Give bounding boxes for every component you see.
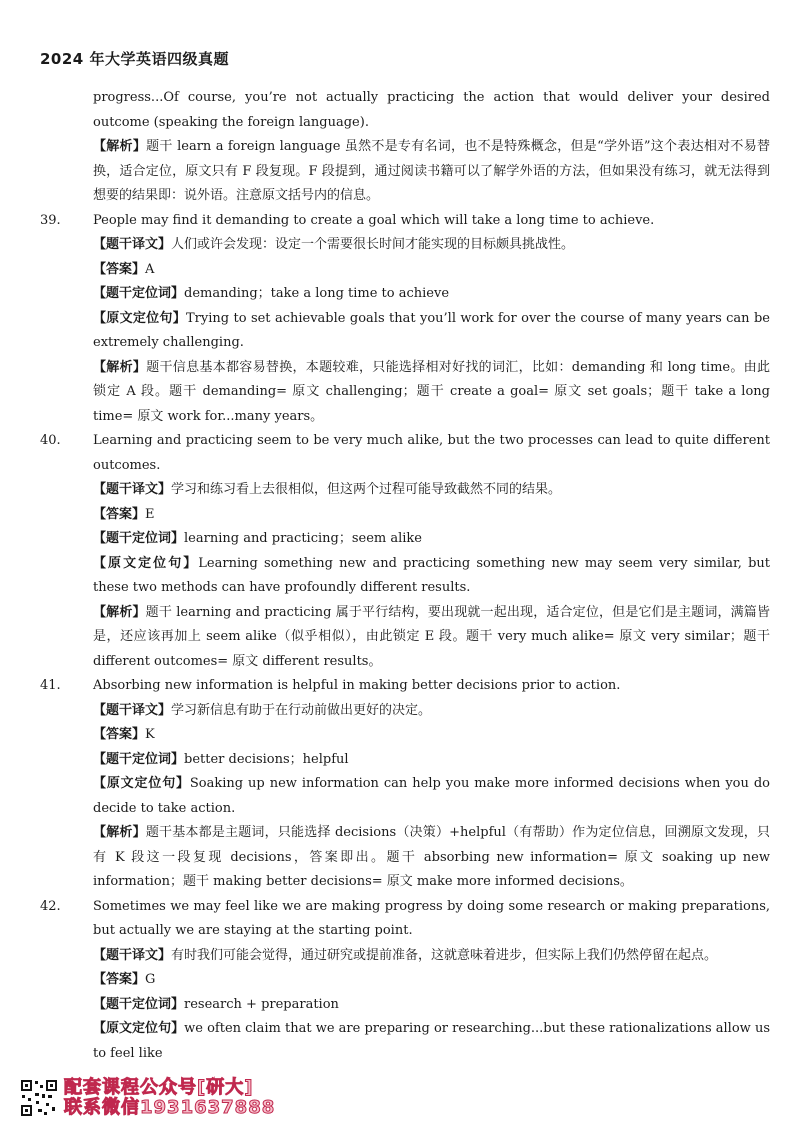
question-39	[40, 209, 770, 234]
item-tag: 【解析】	[93, 825, 146, 840]
q42-keywords	[40, 993, 770, 1018]
q41-translation	[40, 699, 770, 724]
q40-translation	[40, 478, 770, 503]
q40-keywords	[40, 527, 770, 552]
item-text: 人们或许会发现：设定一个需要很长时间才能实现的目标颇具挑战性。	[171, 237, 575, 252]
item-text: Trying to set achievable goals that you’ll work for over the course of many years can be extremely challenging.	[93, 310, 770, 350]
item-text: 题干基本都是主题词，只能选择 decisions（决策）+helpful（有帮助）作为定位信息，回溯原文发现，只有 K 段这一段复现 decisions，答案即出。题干 absorbing new information= 原文 soaking up new information；题干 making better decisions= 原文 make more informed decisions。	[93, 825, 770, 889]
item-tag: 【题干定位词】	[93, 286, 185, 301]
promo-text	[64, 1078, 275, 1118]
question-40	[40, 429, 770, 478]
q40-source-sentence	[40, 552, 770, 601]
item-text: learning and practicing；seem alike	[184, 531, 423, 546]
item-tag: 【解析】	[93, 359, 147, 375]
item-text: 学习新信息有助于在行动前做出更好的决定。	[171, 702, 432, 718]
item-text: demanding；take a long time to achieve	[184, 286, 450, 301]
document-body	[40, 86, 770, 1066]
q40-answer	[40, 503, 770, 528]
question-text: Absorbing new information is helpful in making better decisions prior to action.	[93, 678, 621, 693]
item-text: A	[145, 261, 155, 277]
q42-answer	[40, 968, 770, 993]
question-42	[40, 895, 770, 944]
intro-block	[40, 86, 770, 135]
item-tag: 【答案】	[93, 506, 146, 522]
item-tag: 【题干译文】	[93, 947, 172, 963]
analysis-tag: 【解析】	[93, 139, 147, 154]
intro-text: progress...Of course, you’re not actually practicing the action that would deliver your desired outcome (speaking the foreign language).	[93, 90, 770, 130]
item-text: E	[145, 506, 155, 522]
item-text: we often claim that we are preparing or researching...but these rationalizations allow us to feel like	[93, 1021, 770, 1061]
item-text: research + preparation	[184, 996, 339, 1012]
question-number: 41.	[40, 678, 61, 693]
item-text: Learning something new and practicing something new may seem very similar, but these two methods can have profoundly different results.	[93, 555, 770, 595]
footer-promo	[20, 1078, 275, 1118]
page-title: 2024 年大学英语四级真题	[40, 50, 229, 68]
promo-line-1: 配套课程公众号[研大]	[64, 1077, 254, 1098]
item-text: K	[145, 727, 155, 742]
promo-line-2: 联系微信1931637888	[64, 1097, 276, 1118]
q39-keywords	[40, 282, 770, 307]
q39-analysis	[40, 356, 770, 430]
q41-source-sentence	[40, 772, 770, 821]
item-tag: 【题干定位词】	[93, 996, 185, 1012]
question-number: 40.	[40, 433, 61, 448]
q39-answer	[40, 258, 770, 283]
item-tag: 【原文定位句】	[93, 776, 190, 791]
q39-translation	[40, 233, 770, 258]
analysis-text: 题干 learn a foreign language 虽然不是专有名词，也不是特殊概念，但是“学外语”这个表达相对不易替换，适合定位，原文只有 F 段复现。F 段提到，通过阅读书籍可以了解学外语的方法，但如果没有练习，就无法得到想要的结果即：说外语。注意原文括号内的信息。	[93, 139, 770, 203]
item-tag: 【题干定位词】	[93, 751, 185, 767]
item-tag: 【题干译文】	[93, 482, 172, 497]
item-text: G	[145, 972, 156, 987]
item-tag: 【题干译文】	[93, 237, 172, 252]
item-text: better decisions；helpful	[184, 751, 349, 767]
item-tag: 【答案】	[93, 972, 146, 987]
item-text: Soaking up new information can help you make more informed decisions when you do decide to take action.	[93, 776, 770, 816]
q42-source-sentence	[40, 1017, 770, 1066]
question-number: 42.	[40, 898, 61, 914]
item-tag: 【解析】	[93, 604, 146, 620]
qr-code-icon	[20, 1079, 58, 1117]
item-text: 题干信息基本都容易替换，本题较难，只能选择相对好找的词汇，比如：demanding 和 long time。由此锁定 A 段。题干 demanding= 原文 challenging；题干 create a goal= 原文 set goals；题干 take a long time= 原文 work for...many years。	[93, 359, 770, 424]
q41-answer	[40, 723, 770, 748]
question-number: 39.	[40, 212, 61, 228]
q40-analysis	[40, 601, 770, 675]
question-text: People may find it demanding to create a goal which will take a long time to achieve.	[93, 212, 655, 228]
item-tag: 【答案】	[93, 727, 146, 742]
item-tag: 【原文定位句】	[93, 555, 199, 571]
q42-translation	[40, 944, 770, 969]
item-tag: 【原文定位句】	[93, 310, 186, 326]
question-41	[40, 674, 770, 699]
q41-analysis	[40, 821, 770, 895]
intro-analysis	[40, 135, 770, 209]
question-text: Learning and practicing seem to be very much alike, but the two processes can lead to quite different outcomes.	[93, 433, 770, 473]
item-text: 有时我们可能会觉得，通过研究或提前准备，这就意味着进步，但实际上我们仍然停留在起点。	[171, 947, 718, 963]
q41-keywords	[40, 748, 770, 773]
item-tag: 【题干译文】	[93, 702, 172, 718]
item-text: 题干 learning and practicing 属于平行结构，要出现就一起出现，适合定位，但是它们是主题词，满篇皆是，还应该再加上 seem alike（似乎相似），由此锁定 E 段。题干 very much alike= 原文 very similar；题干 different outcomes= 原文 different results。	[93, 604, 770, 669]
item-tag: 【原文定位句】	[93, 1021, 185, 1036]
q39-source-sentence	[40, 307, 770, 356]
item-tag: 【题干定位词】	[93, 531, 185, 546]
question-text: Sometimes we may feel like we are making progress by doing some research or making preparations, but actually we are staying at the starting point.	[93, 898, 770, 938]
item-tag: 【答案】	[93, 261, 146, 277]
item-text: 学习和练习看上去很相似，但这两个过程可能导致截然不同的结果。	[171, 482, 562, 497]
